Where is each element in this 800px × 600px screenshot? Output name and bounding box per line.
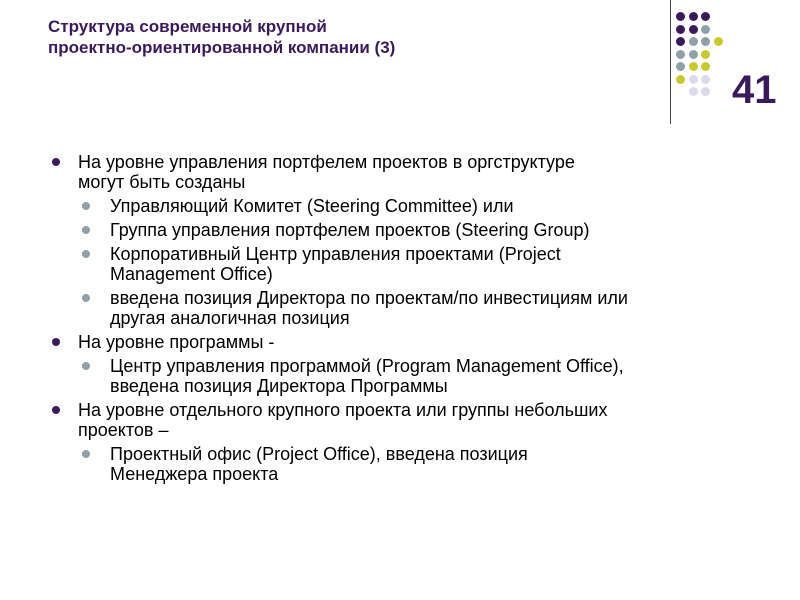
bullet-dot-icon — [82, 226, 90, 234]
sub-bullet-item — [50, 220, 760, 240]
sub-bullet-item — [50, 244, 760, 284]
bullet-dot-icon — [52, 406, 60, 414]
slide-number: 41 — [732, 68, 777, 112]
bullet-text-line: Корпоративный Центр управления проектами (Project — [110, 244, 561, 264]
bullet-text — [78, 152, 760, 192]
decorative-dot — [701, 12, 710, 21]
sub-bullet-item — [50, 356, 760, 396]
bullet-text-line: введена позиция Директора Программы — [110, 376, 448, 396]
header-divider-line — [670, 0, 671, 124]
bullet-item — [50, 152, 760, 192]
bullet-text-line: На уровне программы - — [78, 332, 275, 352]
bullet-dot-icon — [82, 362, 90, 370]
decorative-dot — [689, 25, 698, 34]
decorative-dot — [701, 75, 710, 84]
bullet-dot-icon — [52, 338, 60, 346]
decorative-dot — [701, 50, 710, 59]
decorative-dot — [676, 75, 685, 84]
decorative-dot — [701, 25, 710, 34]
decorative-dot — [689, 50, 698, 59]
bullet-text-line: Управляющий Комитет (Steering Committee) или — [110, 196, 514, 216]
bullet-text-line: могут быть созданы — [78, 172, 246, 192]
bullet-text-line: введена позиция Директора по проектам/по инвестициям или — [110, 288, 628, 308]
decorative-dot — [701, 37, 710, 46]
bullet-text-line: Группа управления портфелем проектов (Steering Group) — [110, 220, 590, 240]
bullet-text — [78, 400, 760, 440]
decorative-dot — [689, 62, 698, 71]
decorative-dot — [676, 12, 685, 21]
bullet-text-line: На уровне управления портфелем проектов в оргструктуре — [78, 152, 575, 172]
decorative-dot — [676, 62, 685, 71]
bullet-dot-icon — [82, 250, 90, 258]
decorative-dot — [676, 50, 685, 59]
bullet-text — [78, 332, 760, 352]
decorative-dot — [676, 25, 685, 34]
decorative-dot — [714, 37, 723, 46]
bullet-text — [110, 196, 760, 216]
bullet-text — [110, 356, 760, 396]
bullet-text-line: На уровне отдельного крупного проекта или группы небольших — [78, 400, 608, 420]
sub-bullet-item — [50, 444, 760, 484]
bullet-text — [110, 288, 760, 328]
slide-title-line: Структура современной крупной — [48, 17, 327, 36]
decorative-dot — [689, 37, 698, 46]
decorative-dot — [701, 62, 710, 71]
bullet-item — [50, 332, 760, 352]
bullet-dot-icon — [82, 450, 90, 458]
bullet-text-line: Проектный офис (Project Office), введена позиция — [110, 444, 528, 464]
bullet-dot-icon — [82, 294, 90, 302]
bullet-text-line: Management Office) — [110, 264, 273, 284]
bullet-list — [50, 152, 760, 488]
slide-title — [48, 16, 608, 58]
bullet-text-line: Менеджера проекта — [110, 464, 279, 484]
decorative-dot — [701, 87, 710, 96]
decorative-dot — [689, 12, 698, 21]
bullet-text-line: Центр управления программой (Program Management Office), — [110, 356, 624, 376]
sub-bullet-item — [50, 288, 760, 328]
slide-title-line: проектно-ориентированной компании (3) — [48, 38, 396, 57]
decorative-dot — [689, 87, 698, 96]
bullet-text — [110, 444, 760, 484]
bullet-text-line: другая аналогичная позиция — [110, 308, 350, 328]
sub-bullet-item — [50, 196, 760, 216]
decorative-dot — [676, 37, 685, 46]
bullet-dot-icon — [52, 158, 60, 166]
decorative-dot — [689, 75, 698, 84]
bullet-item — [50, 400, 760, 440]
bullet-text-line: проектов – — [78, 420, 169, 440]
bullet-text — [110, 244, 760, 284]
bullet-text — [110, 220, 760, 240]
bullet-dot-icon — [82, 202, 90, 210]
